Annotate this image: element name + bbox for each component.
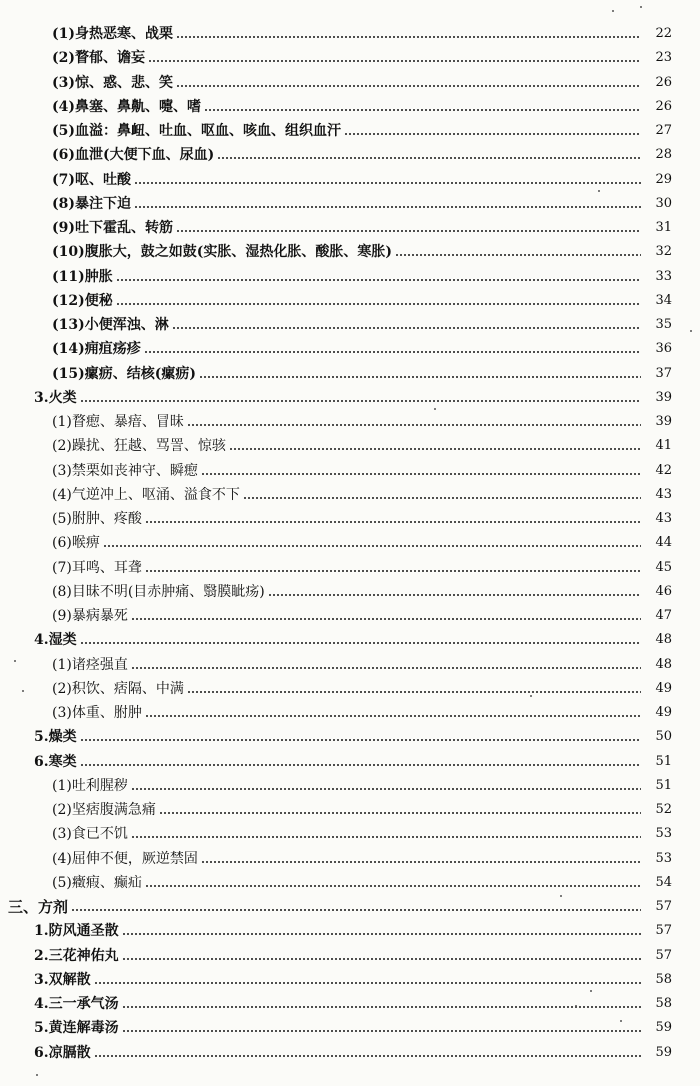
toc-entry-page: 52 [655, 802, 672, 818]
dot-leader [176, 85, 641, 87]
toc-entry-title: 1.防风通圣散 [34, 923, 119, 940]
toc-entry-page: 22 [655, 26, 672, 42]
dot-leader [71, 909, 641, 911]
toc-entry-page: 39 [655, 389, 672, 405]
toc-entry-title: 三、方剂 [8, 898, 69, 917]
toc-entry-page: 28 [655, 147, 672, 163]
toc-entry [0, 192, 700, 216]
toc-entry-page: 50 [655, 729, 672, 745]
dot-leader [176, 230, 641, 232]
toc-entry-title: (15)瘰疬、结核(瘰疬) [52, 365, 196, 382]
toc-entry [0, 919, 700, 943]
toc-entry [0, 143, 700, 167]
dot-leader [103, 545, 641, 547]
toc-entry-title: 6.凉膈散 [34, 1044, 91, 1061]
toc-entry [0, 531, 700, 555]
toc-entry-page: 26 [655, 98, 672, 114]
dot-leader [80, 642, 641, 644]
dot-leader [144, 351, 641, 353]
toc-entry-title: (3)食已不饥 [52, 826, 128, 843]
toc-entry-title: (4)鼻塞、鼻鼽、嚏、嗜 [52, 98, 201, 115]
toc-entry-title: 3.双解散 [34, 971, 91, 988]
toc-entry [0, 362, 700, 386]
toc-entry [0, 507, 700, 531]
dot-leader [80, 400, 641, 402]
toc-entry-title: (11)肿胀 [52, 268, 113, 285]
dot-leader [172, 327, 641, 329]
toc-entry-title: (1)吐利腥秽 [52, 777, 128, 794]
dot-leader [148, 60, 641, 62]
toc-entry [0, 22, 700, 46]
toc-entry [0, 750, 700, 774]
toc-entry-page: 30 [655, 195, 672, 211]
dot-leader [122, 1006, 641, 1008]
toc-entry-title: (5)癥瘕、癫疝 [52, 874, 142, 891]
toc-entry-title: (6)血泄(大便下血、尿血) [52, 147, 215, 164]
toc-entry-title: (6)喉痹 [52, 535, 100, 552]
toc-entry-page: 34 [655, 292, 672, 308]
dot-leader [229, 448, 641, 450]
toc-entry [0, 483, 700, 507]
toc-entry-page: 39 [655, 414, 672, 430]
toc-entry-title: (1)诸痉强直 [52, 656, 128, 673]
toc-entry-page: 47 [655, 608, 672, 624]
toc-entry-page: 46 [655, 583, 672, 599]
toc-entry-title: (10)腹胀大，鼓之如鼓(实胀、湿热化胀、酸胀、寒胀) [52, 244, 392, 261]
toc-entry [0, 289, 700, 313]
scan-speck [434, 408, 436, 410]
toc-entry-page: 23 [655, 50, 672, 66]
toc-entry [0, 1016, 700, 1040]
scan-speck [14, 660, 16, 662]
scan-speck [560, 895, 562, 897]
toc-entry-page: 27 [655, 123, 672, 139]
dot-leader [187, 424, 641, 426]
dot-leader [159, 812, 641, 814]
dot-leader [145, 715, 641, 717]
toc-entry [0, 677, 700, 701]
toc-entry-page: 57 [655, 947, 672, 963]
dot-leader [145, 521, 641, 523]
dot-leader [204, 109, 641, 111]
toc-entry-page: 59 [655, 1044, 672, 1060]
scan-speck [530, 695, 532, 697]
toc-entry-page: 42 [655, 462, 672, 478]
toc-entry-title: (8)暴注下迫 [52, 195, 131, 212]
toc-entry-title: (5)血溢：鼻衄、吐血、呕血、咳血、组织血汗 [52, 123, 341, 140]
scan-speck [640, 6, 642, 8]
dot-leader [344, 133, 641, 135]
toc-entry-page: 48 [655, 656, 672, 672]
toc-entry-title: 2.三花神佑丸 [34, 947, 119, 964]
toc-entry-page: 51 [655, 777, 672, 793]
dot-leader [201, 473, 641, 475]
toc-entry [0, 119, 700, 143]
toc-entry-page: 57 [655, 899, 672, 915]
dot-leader [187, 691, 641, 693]
toc-entry-title: 4.三一承气汤 [34, 996, 119, 1013]
toc-entry-title: (8)目昧不明(目赤肿痛、翳膜眦疡) [52, 583, 265, 600]
toc-entry-page: 35 [655, 317, 672, 333]
toc-entry [0, 968, 700, 992]
toc-entry-page: 37 [655, 365, 672, 381]
toc-entry-title: 5.燥类 [34, 729, 77, 746]
dot-leader [134, 206, 641, 208]
toc-entry-title: (7)呕、吐酸 [52, 171, 131, 188]
toc-entry [0, 434, 700, 458]
toc-entry [0, 386, 700, 410]
dot-leader [131, 788, 641, 790]
toc-entry-page: 48 [655, 632, 672, 648]
toc-entry-page: 58 [655, 996, 672, 1012]
toc-entry [0, 265, 700, 289]
toc-entry-title: (2)瞀郁、谵妄 [52, 50, 145, 67]
toc-entry [0, 556, 700, 580]
toc-entry [0, 822, 700, 846]
dot-leader [122, 933, 641, 935]
toc-entry-title: (12)便秘 [52, 292, 113, 309]
toc-entry-title: (4)屈伸不便，厥逆禁固 [52, 850, 198, 867]
toc-entry-title: 5.黄连解毒汤 [34, 1020, 119, 1037]
toc-entry [0, 701, 700, 725]
dot-leader [80, 764, 641, 766]
scan-speck [22, 690, 24, 692]
scan-speck [36, 1074, 38, 1076]
toc-entry-title: (2)积饮、痞隔、中满 [52, 680, 184, 697]
toc-entry-title: (1)瞀瘛、暴瘖、冒昧 [52, 414, 184, 431]
toc-entry-page: 53 [655, 826, 672, 842]
toc-entry-title: (2)坚痞腹满急痛 [52, 802, 156, 819]
toc-entry [0, 992, 700, 1016]
toc-entry [0, 798, 700, 822]
toc-entry-title: (9)吐下霍乱、转筋 [52, 220, 173, 237]
toc-entry-page: 33 [655, 268, 672, 284]
dot-leader [217, 157, 641, 159]
toc-entry [0, 168, 700, 192]
toc-entry-title: (13)小便浑浊、淋 [52, 317, 169, 334]
toc-entry-title: 3.火类 [34, 389, 77, 406]
scan-speck [590, 990, 592, 992]
toc-entry-page: 36 [655, 341, 672, 357]
scan-speck [690, 330, 692, 332]
toc-entry-page: 32 [655, 244, 672, 260]
toc-entry-title: (3)禁栗如丧神守、瞬瘛 [52, 462, 198, 479]
toc-entry [0, 847, 700, 871]
scan-speck [612, 10, 614, 12]
dot-leader [94, 1055, 641, 1057]
toc-entry-title: (7)耳鸣、耳聋 [52, 559, 142, 576]
toc-entry-page: 51 [655, 753, 672, 769]
dot-leader [80, 739, 641, 741]
toc-entry [0, 725, 700, 749]
dot-leader [94, 982, 641, 984]
toc-entry [0, 628, 700, 652]
toc-entry-page: 53 [655, 850, 672, 866]
table-of-contents [0, 22, 700, 1065]
toc-entry-title: (4)气逆冲上、呕涌、溢食不下 [52, 486, 240, 503]
toc-entry [0, 240, 700, 264]
dot-leader [145, 885, 641, 887]
toc-entry-title: (3)体重、胕肿 [52, 705, 142, 722]
toc-entry-page: 31 [655, 220, 672, 236]
toc-entry-page: 58 [655, 971, 672, 987]
toc-entry-page: 54 [655, 874, 672, 890]
dot-leader [268, 594, 641, 596]
toc-entry-title: (1)身热恶寒、战栗 [52, 26, 173, 43]
toc-entry [0, 895, 700, 919]
toc-entry-page: 43 [655, 486, 672, 502]
toc-entry [0, 313, 700, 337]
toc-entry-page: 59 [655, 1020, 672, 1036]
toc-entry-title: (9)暴病暴死 [52, 608, 128, 625]
toc-entry-page: 29 [655, 171, 672, 187]
toc-entry-title: (5)胕肿、疼酸 [52, 511, 142, 528]
toc-entry [0, 1041, 700, 1065]
toc-entry [0, 46, 700, 70]
toc-entry-page: 45 [655, 559, 672, 575]
dot-leader [131, 836, 641, 838]
dot-leader [116, 303, 641, 305]
dot-leader [201, 861, 641, 863]
toc-entry [0, 71, 700, 95]
dot-leader [145, 570, 641, 572]
scan-speck [575, 1005, 577, 1007]
toc-entry [0, 95, 700, 119]
toc-entry [0, 871, 700, 895]
dot-leader [122, 1030, 641, 1032]
toc-entry-page: 26 [655, 74, 672, 90]
toc-entry-page: 41 [655, 438, 672, 454]
scan-speck [598, 190, 600, 192]
dot-leader [199, 376, 641, 378]
toc-entry [0, 337, 700, 361]
dot-leader [134, 182, 641, 184]
toc-entry-title: (14)痈疽疡疹 [52, 341, 141, 358]
toc-entry-page: 57 [655, 923, 672, 939]
toc-entry-page: 49 [655, 680, 672, 696]
toc-entry [0, 653, 700, 677]
toc-entry [0, 944, 700, 968]
dot-leader [131, 618, 641, 620]
dot-leader [122, 958, 641, 960]
scan-speck [620, 1020, 622, 1022]
toc-entry-title: (2)躁扰、狂越、骂詈、惊骇 [52, 438, 226, 455]
dot-leader [176, 36, 641, 38]
dot-leader [395, 254, 641, 256]
toc-entry-title: 6.寒类 [34, 753, 77, 770]
dot-leader [131, 667, 641, 669]
toc-entry [0, 604, 700, 628]
toc-entry-title: 4.湿类 [34, 632, 77, 649]
toc-entry-title: (3)惊、惑、悲、笑 [52, 74, 173, 91]
toc-entry [0, 580, 700, 604]
toc-entry-page: 49 [655, 705, 672, 721]
toc-entry [0, 774, 700, 798]
toc-entry [0, 216, 700, 240]
dot-leader [243, 497, 641, 499]
dot-leader [116, 279, 641, 281]
toc-entry-page: 43 [655, 511, 672, 527]
toc-entry [0, 459, 700, 483]
toc-entry [0, 410, 700, 434]
toc-entry-page: 44 [655, 535, 672, 551]
